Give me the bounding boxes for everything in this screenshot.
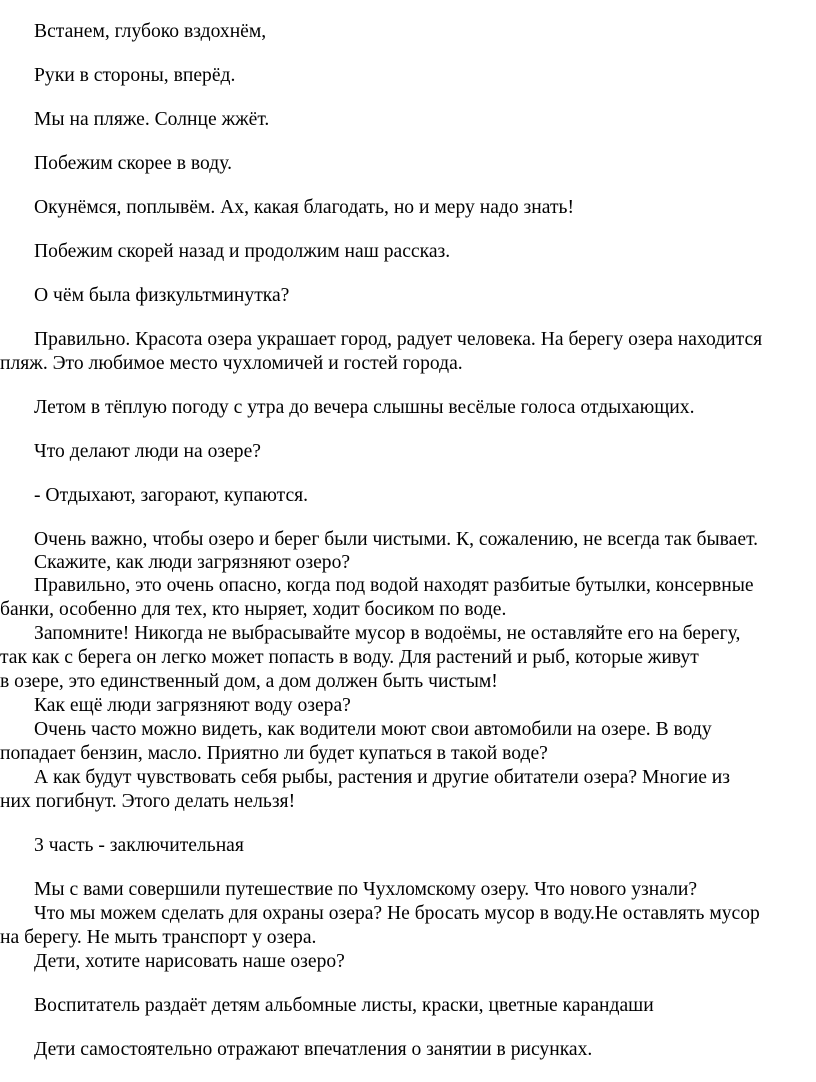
text-line: Правильно. Красота озера украшает город, радует человека. На берегу озера находится [34,329,763,350]
text-line: в озере, это единственный дом, а дом должен быть чистым! [0,671,498,692]
text-line: Побежим скорей назад и продолжим наш рассказ. [34,241,451,262]
text-line: Окунёмся, поплывём. Ах, какая благодать, но и меру надо знать! [34,197,574,218]
text-line: Дети самостоятельно отражают впечатления о занятии в рисунках. [34,1039,593,1060]
text-line: пляж. Это любимое место чухломичей и гостей города. [0,353,463,374]
text-line: на берегу. Не мыть транспорт у озера. [0,927,317,948]
text-line: - Отдыхают, загорают, купаются. [34,485,309,506]
text-line: Очень важно, чтобы озеро и берег были чистыми. К, сожалению, не всегда так бывает. [34,529,759,550]
text-line: Мы на пляже. Солнце жжёт. [34,109,270,130]
text-line: Правильно, это очень опасно, когда под водой находят разбитые бутылки, консервные [34,575,754,596]
text-line: Как ещё люди загрязняют воду озера? [34,695,351,716]
text-line: Побежим скорее в воду. [34,153,232,174]
text-line: Очень часто можно видеть, как водители моют свои автомобили на озере. В воду [34,719,712,740]
text-line: Дети, хотите нарисовать наше озеро? [34,951,345,972]
text-line: Что делают люди на озере? [34,441,261,462]
text-line: Скажите, как люди загрязняют озеро? [34,552,351,573]
text-line: Встанем, глубоко вздохнём, [34,21,267,42]
text-line: банки, особенно для тех, кто ныряет, ходит босиком по воде. [0,599,507,620]
text-line: А как будут чувствовать себя рыбы, растения и другие обитатели озера? Многие из [34,767,731,788]
text-line: О чём была физкультминутка? [34,285,290,306]
text-line: так как с берега он легко может попасть в воду. Для растений и рыб, которые живут [0,647,699,668]
text-line: Руки в стороны, вперёд. [34,65,236,86]
text-line: попадает бензин, масло. Приятно ли будет купаться в такой воде? [0,743,548,764]
text-line: Воспитатель раздаёт детям альбомные листы, краски, цветные карандаши [34,995,654,1016]
text-line: них погибнут. Этого делать нельзя! [0,791,296,812]
text-line: Летом в тёплую погоду с утра до вечера слышны весёлые голоса отдыхающих. [34,397,695,418]
text-line: Мы с вами совершили путешествие по Чухломскому озеру. Что нового узнали? [34,879,698,900]
text-line: Что мы можем сделать для охраны озера? Не бросать мусор в воду.Не оставлять мусор [34,903,760,924]
text-line: Запомните! Никогда не выбрасывайте мусор в водоёмы, не оставляйте его на берегу, [34,623,741,644]
text-line: 3 часть - заключительная [34,835,244,856]
